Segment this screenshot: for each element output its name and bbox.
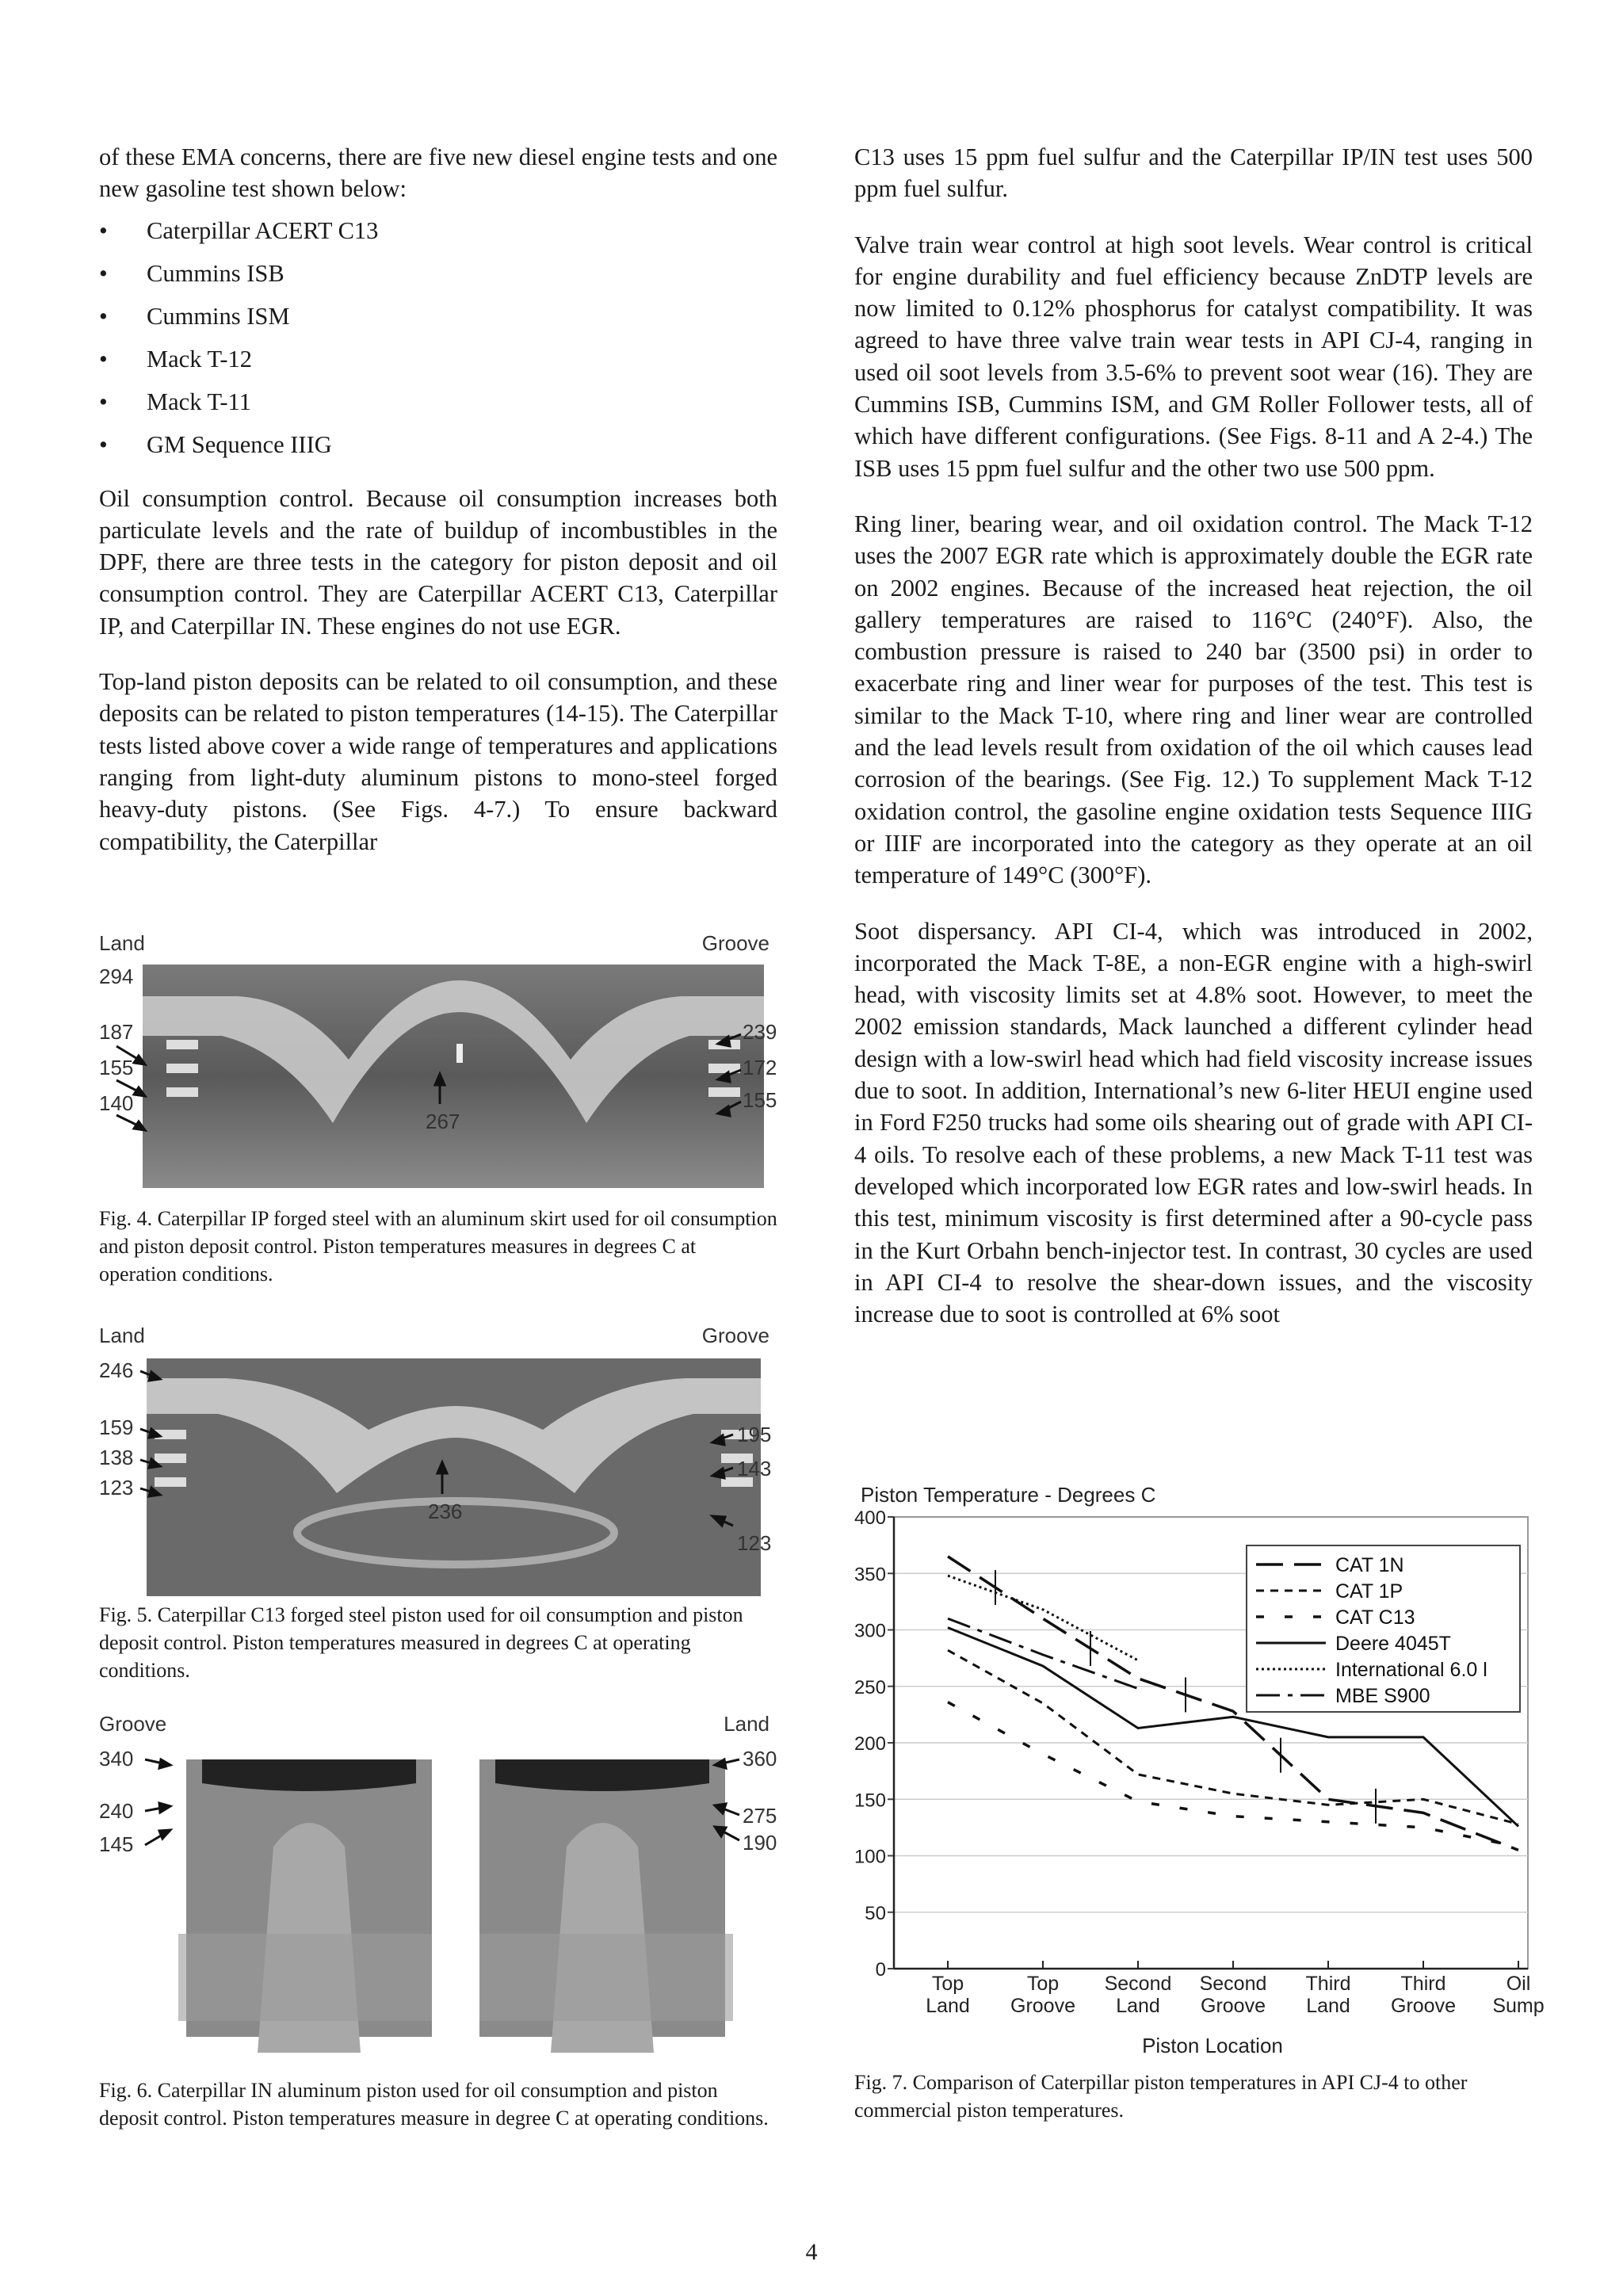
y-tick-label: 250 bbox=[854, 1676, 886, 1698]
x-tick-label: Land bbox=[1116, 1995, 1160, 2017]
fig6-value: 340 bbox=[99, 1747, 134, 1771]
x-tick-label: Third bbox=[1305, 1973, 1351, 1995]
x-tick-label: Second bbox=[1104, 1973, 1172, 1995]
list-item: • Cummins ISB bbox=[99, 259, 285, 287]
fig5-value: 123 bbox=[99, 1476, 134, 1499]
x-tick-label: Second bbox=[1199, 1973, 1267, 1995]
list-item: • GM Sequence IIIG bbox=[99, 430, 332, 458]
legend-label: Deere 4045T bbox=[1335, 1633, 1451, 1655]
fig6-caption: Fig. 6. Caterpillar IN aluminum piston used for oil consumption and piston deposit control. Piston temperatures measure in degree C at operating conditions. bbox=[99, 2079, 769, 2130]
fig5-value: 236 bbox=[428, 1499, 463, 1523]
x-tick-label: Top bbox=[1026, 1973, 1060, 1995]
x-tick-label: Land bbox=[926, 1995, 970, 2017]
fig6-label-land: Land bbox=[724, 1712, 769, 1736]
fig6-label-groove: Groove bbox=[99, 1712, 167, 1736]
c13-paragraph: C13 uses 15 ppm fuel sulfur and the Caterpillar IP/IN test uses 500 ppm fuel sulfur. bbox=[854, 143, 1533, 203]
y-tick-label: 150 bbox=[854, 1790, 886, 1812]
fig5-value: 138 bbox=[99, 1446, 134, 1469]
fig6-arrows bbox=[99, 1712, 777, 1870]
y-tick-label: 350 bbox=[854, 1564, 886, 1586]
fig5-caption: Fig. 5. Caterpillar C13 forged steel piston used for oil consumption and piston deposit control. Piston temperatures measured in degrees C at operating conditions. bbox=[99, 1603, 743, 1682]
fig4-value: 294 bbox=[99, 965, 134, 988]
y-tick-label: 0 bbox=[875, 1959, 886, 1981]
x-tick-label: Top bbox=[931, 1973, 964, 1995]
fig4-value: 155 bbox=[743, 1088, 777, 1112]
x-tick-label: Third bbox=[1400, 1973, 1446, 1995]
fig6-value: 275 bbox=[743, 1804, 777, 1828]
fig7-chart bbox=[854, 1482, 1545, 2076]
y-tick-label: 100 bbox=[854, 1846, 886, 1868]
piston-temperature-chart bbox=[854, 1482, 1545, 2076]
y-tick-label: 200 bbox=[854, 1733, 886, 1755]
chart-x-axis-label: Piston Location bbox=[1142, 2034, 1283, 2057]
fig5-label-groove: Groove bbox=[701, 1324, 769, 1347]
fig4-caption: Fig. 4. Caterpillar IP forged steel with an aluminum skirt used for oil consumption and piston deposit control. Piston temperatures measures in degrees C at operation conditions. bbox=[99, 1207, 777, 1286]
right-column bbox=[854, 141, 1533, 1330]
legend-label: International 6.0 l bbox=[1335, 1659, 1487, 1681]
fig5-value: 195 bbox=[737, 1423, 772, 1446]
y-tick-label: 300 bbox=[854, 1620, 886, 1642]
fig5-arrows bbox=[99, 1324, 777, 1593]
fig4-value: 187 bbox=[99, 1020, 134, 1044]
fig5-label-land: Land bbox=[99, 1324, 145, 1347]
figure-4 bbox=[99, 931, 777, 1300]
fig5-value: 159 bbox=[99, 1415, 134, 1439]
x-tick-label: Groove bbox=[1391, 1995, 1456, 2017]
fig4-arrows bbox=[99, 931, 777, 1193]
valve-train-paragraph: Valve train wear control at high soot levels. Wear control is critical for engine durability and fuel efficiency because ZnDTP levels are now limited to 0.12% phosphorus for catalyst compatibility. It was agreed to have three valve train wear tests in API CJ-4, ranging in used oil soot levels from 3.5-6% to prevent soot wear (16). They are Cummins ISB, Cummins ISM, and GM Roller Follower tests, all of which have different configurations. (See Figs. 8-11 and A 2-4.) The ISB uses 15 ppm fuel sulfur and the other two use 500 ppm. bbox=[854, 231, 1533, 482]
fig5-value: 143 bbox=[737, 1457, 772, 1480]
fig7-caption: Fig. 7. Comparison of Caterpillar piston temperatures in API CJ-4 to other commercial piston temperatures. bbox=[854, 2071, 1468, 2122]
fig5-value: 123 bbox=[737, 1531, 772, 1555]
page-number: 4 bbox=[805, 2239, 818, 2265]
test-list bbox=[99, 215, 777, 472]
fig4-label-land: Land bbox=[99, 931, 145, 955]
legend-label: MBE S900 bbox=[1335, 1685, 1430, 1707]
list-item: • Mack T-12 bbox=[99, 345, 253, 372]
chart-title: Piston Temperature - Degrees C bbox=[861, 1483, 1156, 1507]
top-land-paragraph: Top-land piston deposits can be related to oil consumption, and these deposits can be related to piston temperatures (14-15). The Caterpillar tests listed above cover a wide range of temperatures and applications ranging from light-duty aluminum pistons to mono-steel forged heavy-duty pistons. (See Figs. 4-7.) To ensure backward compatibility, the Caterpillar bbox=[99, 668, 777, 855]
left-column bbox=[99, 141, 777, 858]
fig6-value: 240 bbox=[99, 1799, 134, 1823]
fig4-value: 267 bbox=[426, 1110, 460, 1133]
intro-paragraph: of these EMA concerns, there are five new diesel engine tests and one new gasoline test shown below: bbox=[99, 143, 777, 203]
legend-label: CAT 1N bbox=[1335, 1554, 1404, 1576]
list-item: • Caterpillar ACERT C13 bbox=[99, 216, 379, 244]
x-tick-label: Sump bbox=[1492, 1995, 1545, 2017]
figure-5 bbox=[99, 1324, 777, 1696]
list-item: • Mack T-11 bbox=[99, 388, 251, 415]
fig4-value: 155 bbox=[99, 1056, 134, 1079]
x-tick-label: Oil bbox=[1506, 1973, 1531, 1995]
fig4-value: 140 bbox=[99, 1091, 134, 1115]
fig6-value: 190 bbox=[743, 1831, 777, 1855]
fig6-value: 145 bbox=[99, 1832, 134, 1856]
figure-7 bbox=[854, 1482, 1545, 2124]
soot-paragraph: Soot dispersancy. API CI-4, which was introduced in 2002, incorporated the Mack T-8E, a non-EGR engine with a high-swirl head, with viscosity limits set at 4.8% soot. However, to meet the 2002 emission standards, Mack launched a different cylinder head design with a low-swirl head which had field viscosity increase issues due to soot. In addition, International’s new 6-liter HEUI engine used in Ford F250 trucks had some oils shearing out of grade with API CI-4 oils. To resolve each of these problems, a new Mack T-11 test was developed which incorporated low EGR rates and low-swirl heads. In this test, minimum viscosity is first determined after a 90-cycle pass in the Kurt Orbahn bench-injector test. In contrast, 30 cycles are used in API CI-4 to resolve the shear-down issues, and the viscosity increase due to soot is controlled at 6% soot bbox=[854, 917, 1533, 1328]
figure-6 bbox=[99, 1712, 777, 2156]
y-tick-label: 50 bbox=[865, 1902, 886, 1924]
fig5-value: 246 bbox=[99, 1358, 134, 1382]
ring-liner-paragraph: Ring liner, bearing wear, and oil oxidation control. The Mack T-12 uses the 2007 EGR rate which is approximately double the EGR rate on 2002 engines. Because of the increased heat rejection, the oil gallery temperatures are raised to 116°C (240°F). Also, the combustion pressure is raised to 240 bar (3500 psi) in order to exacerbate ring and liner wear for purposes of the test. This test is similar to the Mack T-10, where ring and liner wear are controlled and the lead levels result from oxidation of the oil which causes lead corrosion of the bearings. (See Fig. 12.) To supplement Mack T-12 oxidation control, the gasoline engine oxidation tests Sequence IIIG or IIIF are incorporated into the category as they operate at an oil temperature of 149°C (300°F). bbox=[854, 510, 1533, 889]
fig4-value: 172 bbox=[743, 1056, 777, 1079]
x-tick-label: Groove bbox=[1201, 1995, 1266, 2017]
fig4-label-groove: Groove bbox=[701, 931, 769, 955]
fig6-value: 360 bbox=[743, 1747, 777, 1771]
x-tick-label: Land bbox=[1306, 1995, 1350, 2017]
oil-consumption-paragraph: Oil consumption control. Because oil consumption increases both particulate levels and the rate of buildup of incombustibles in the DPF, there are three tests in the category for piston deposit and oil consumption control. They are Caterpillar ACERT C13, Caterpillar IP, and Caterpillar IN. These engines do not use EGR. bbox=[99, 484, 777, 640]
x-tick-label: Groove bbox=[1010, 1995, 1075, 2017]
fig4-value: 239 bbox=[743, 1020, 777, 1044]
legend-label: CAT C13 bbox=[1335, 1606, 1415, 1629]
legend-label: CAT 1P bbox=[1335, 1580, 1403, 1603]
y-tick-label: 400 bbox=[854, 1507, 886, 1529]
list-item: • Cummins ISM bbox=[99, 302, 290, 330]
